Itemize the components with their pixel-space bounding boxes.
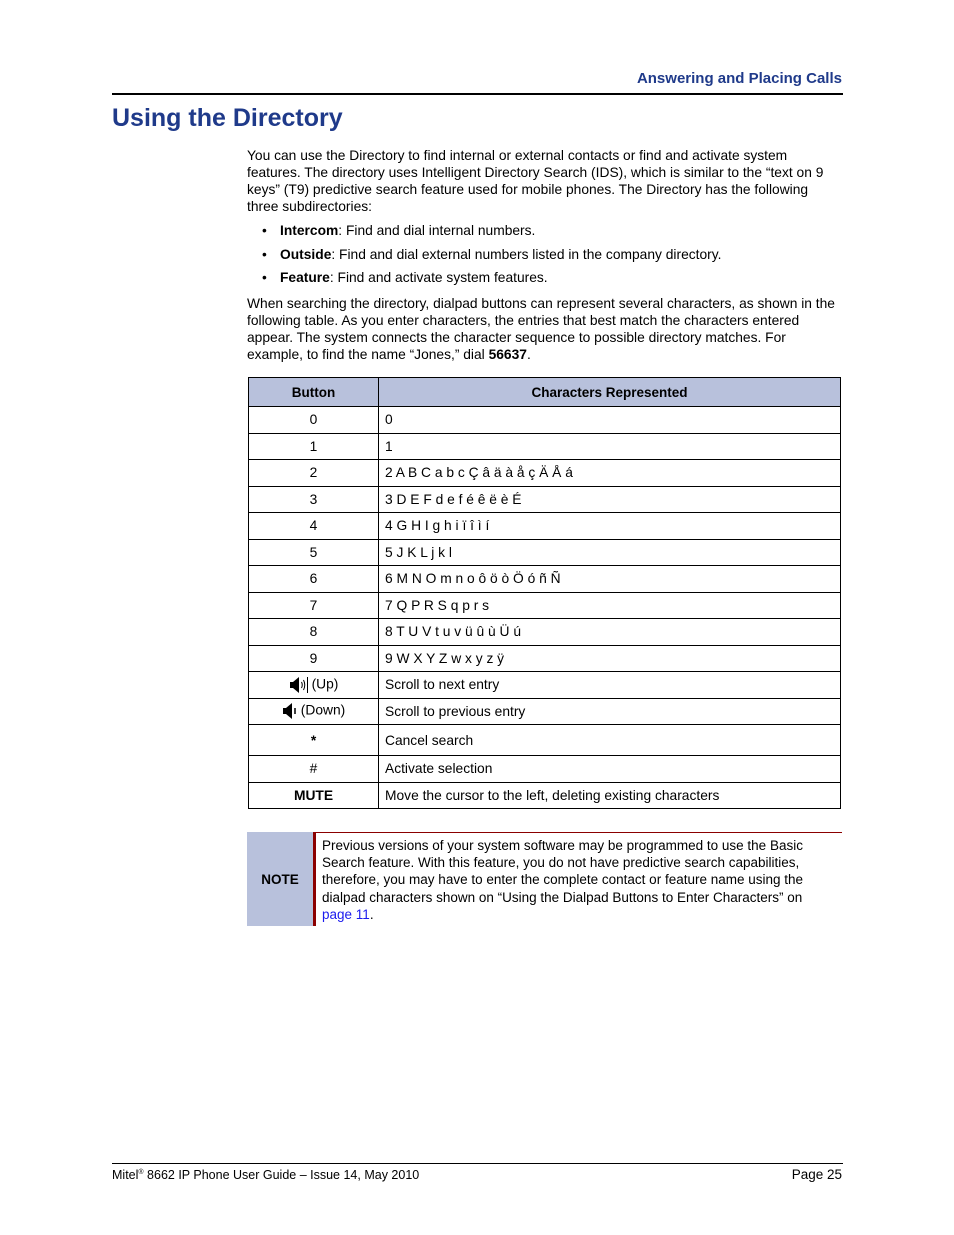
table-row xyxy=(249,433,841,460)
list-item xyxy=(262,269,842,293)
character-table xyxy=(248,377,841,809)
button-cell: * xyxy=(249,725,379,756)
button-cell xyxy=(249,698,379,725)
table-row xyxy=(249,698,841,725)
button-cell: 5 xyxy=(249,539,379,566)
button-cell: 2 xyxy=(249,460,379,487)
registered-mark: ® xyxy=(138,1168,144,1176)
button-cell: MUTE xyxy=(249,782,379,809)
button-cell: 8 xyxy=(249,619,379,646)
note-end: . xyxy=(369,906,374,922)
note-body: Previous versions of your system software may be programmed to use the Basic Search feature. With this feature, you do not have predictive search capabilities, therefore, you may have to enter the complete contact or feature name using the dialpad characters shown on “Using the Dialpad Buttons to Enter Characters” on xyxy=(322,838,804,905)
note-text xyxy=(322,837,830,923)
note-accent-bar xyxy=(313,832,316,926)
button-cell: 4 xyxy=(249,513,379,540)
header-rule xyxy=(112,93,843,95)
table-row xyxy=(249,725,841,756)
intro-paragraph: You can use the Directory to find internal or external contacts or find and activate system features. The directory uses Intelligent Directory Search (IDS), which is similar to the “text on 9 keys” (T9) predictive search feature used for mobile phones. The Directory has the following three subdirectories: xyxy=(247,148,824,214)
button-cell: 7 xyxy=(249,592,379,619)
table-row xyxy=(249,407,841,434)
characters-cell: 1 xyxy=(379,433,841,460)
characters-cell: Scroll to next entry xyxy=(379,672,841,699)
table-row xyxy=(249,619,841,646)
note-label: NOTE xyxy=(247,832,313,926)
example-number: 56637 xyxy=(488,347,527,362)
characters-cell: 6 M N O m n o ô ö ò Ö ó ñ Ñ xyxy=(379,566,841,593)
table-row xyxy=(249,486,841,513)
subdirectory-list xyxy=(262,222,842,293)
button-cell: 0 xyxy=(249,407,379,434)
button-cell: 6 xyxy=(249,566,379,593)
list-item-text: : Find and dial external numbers listed in the company directory. xyxy=(331,246,722,262)
table-header-row xyxy=(249,378,841,407)
characters-cell: 7 Q P R S q p r s xyxy=(379,592,841,619)
footer-rule xyxy=(112,1163,843,1164)
characters-cell: 4 G H I g h i ï î ì í xyxy=(379,513,841,540)
list-item xyxy=(262,246,842,270)
column-header-characters: Characters Represented xyxy=(379,378,841,407)
search-paragraph-end: . xyxy=(526,347,531,362)
page-title: Using the Directory xyxy=(112,104,343,132)
button-cell: 3 xyxy=(249,486,379,513)
table-row xyxy=(249,756,841,783)
table-row xyxy=(249,782,841,809)
button-cell: # xyxy=(249,756,379,783)
list-item-text: : Find and activate system features. xyxy=(329,270,548,285)
table-row xyxy=(249,592,841,619)
button-label: (Down) xyxy=(300,702,346,718)
characters-cell: Scroll to previous entry xyxy=(379,698,841,725)
characters-cell: 5 J K L j k l xyxy=(379,539,841,566)
note-top-rule xyxy=(316,832,842,833)
characters-cell: 2 A B C a b c Ç â ä à å ç Ä Å á xyxy=(379,460,841,487)
characters-cell: 9 W X Y Z w x y z ÿ xyxy=(379,645,841,672)
characters-cell: 0 xyxy=(379,407,841,434)
column-header-button: Button xyxy=(249,378,379,407)
list-item xyxy=(262,222,842,246)
page-number: Page 25 xyxy=(791,1167,842,1182)
button-cell: 1 xyxy=(249,433,379,460)
volume-down-icon xyxy=(282,702,298,720)
table-row xyxy=(249,645,841,672)
list-item-term: Intercom xyxy=(280,223,339,238)
volume-up-icon xyxy=(289,676,309,694)
footer-doc: 8662 IP Phone User Guide – Issue 14, May 2010 xyxy=(143,1168,420,1182)
search-paragraph-text: When searching the directory, dialpad buttons can represent several characters, as shown in the following table. As you enter characters, the entries that best match the characters entered appear. The system connects the character sequence to possible directory matches. For example, to find the name “Jones,” dial xyxy=(247,296,835,362)
search-paragraph xyxy=(247,295,840,363)
characters-cell: 3 D E F d e f é ê ë è É xyxy=(379,486,841,513)
table-row xyxy=(249,460,841,487)
footer-brand: Mitel xyxy=(112,1168,139,1182)
table-row xyxy=(249,539,841,566)
list-item-term: Outside xyxy=(280,246,332,262)
button-label: (Up) xyxy=(311,676,339,692)
table-row xyxy=(249,672,841,699)
list-item-text: : Find and dial internal numbers. xyxy=(338,223,536,238)
table-row xyxy=(249,566,841,593)
list-item-term: Feature xyxy=(280,270,330,285)
running-header: Answering and Placing Calls xyxy=(636,70,842,87)
characters-cell: Cancel search xyxy=(379,725,841,756)
characters-cell: 8 T U V t u v ü û ù Ü ú xyxy=(379,619,841,646)
footer-document-title xyxy=(112,1168,419,1182)
button-cell: 9 xyxy=(249,645,379,672)
button-cell xyxy=(249,672,379,699)
table-row xyxy=(249,513,841,540)
characters-cell: Move the cursor to the left, deleting existing characters xyxy=(379,782,841,809)
note-box xyxy=(247,832,842,926)
page-link[interactable]: page 11 xyxy=(322,906,370,922)
characters-cell: Activate selection xyxy=(379,756,841,783)
